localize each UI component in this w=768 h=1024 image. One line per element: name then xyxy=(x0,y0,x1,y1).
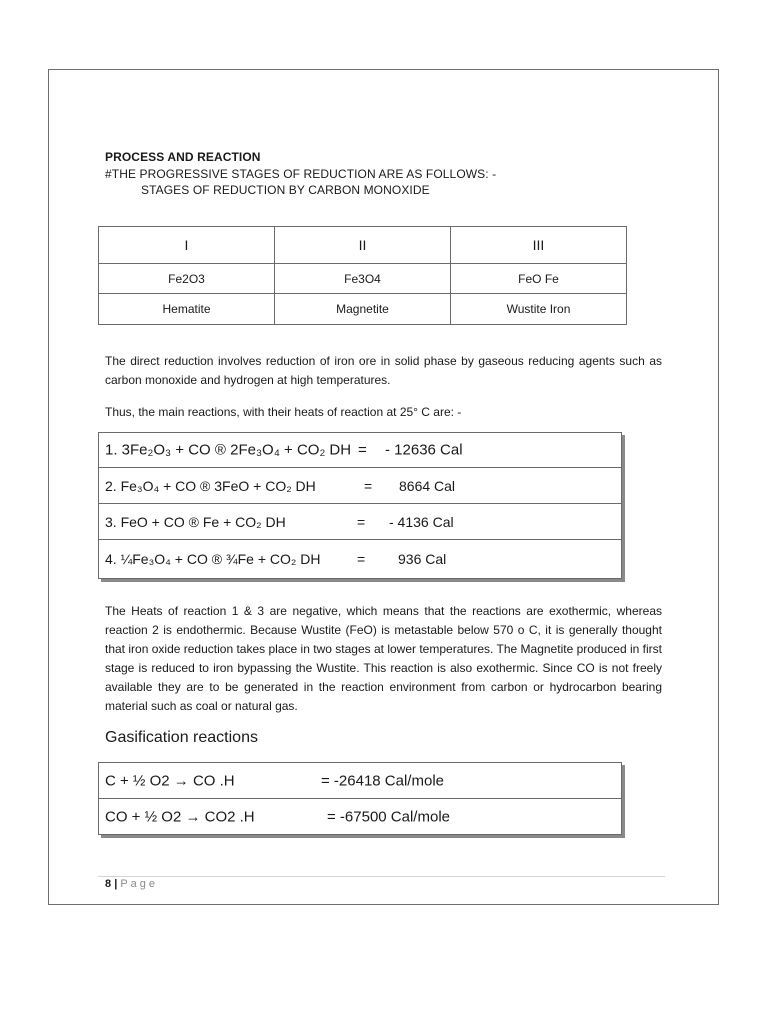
table-row xyxy=(99,264,627,294)
reaction-row xyxy=(99,433,621,468)
reaction-heat: 8664 Cal xyxy=(399,477,456,494)
paragraph-heats-of-reaction: The Heats of reaction 1 & 3 are negative, which means that the reactions are exothermic, whereas reaction 2 is endothermic. Because Wustite (FeO) is metastable below 570 o C, it is generally thought that iron oxide reduction takes place in two stages at lower temperatures. The Magnetite produced in first stage is reduced to iron bypassing the Wustite. This reaction is also exothermic. Since CO is not freely available they are to be generated in the reaction environment from carbon or hydrocarbon bearing material such as coal or natural gas. xyxy=(105,604,662,713)
equals-sign: = xyxy=(357,513,366,530)
stage-name: Hematite xyxy=(99,294,275,325)
footer-divider xyxy=(98,876,665,877)
gasification-table xyxy=(98,762,622,835)
section-subtitle: #THE PROGRESSIVE STAGES OF REDUCTION ARE AS FOLLOWS: - xyxy=(105,167,497,181)
reaction-heat: 936 Cal xyxy=(398,551,447,567)
gasification-heat: = -26418 Cal/mole xyxy=(321,772,444,789)
table-row xyxy=(99,294,627,325)
gasification-row xyxy=(99,763,621,799)
page-number: 8 xyxy=(105,878,112,890)
footer-separator: | xyxy=(114,878,118,890)
reaction-equation: 2. Fe₃O₄ + CO ® 3FeO + CO₂ DH xyxy=(105,477,316,494)
paragraph-main-reactions: Thus, the main reactions, with their heats of reaction at 25° C are: - xyxy=(105,405,462,419)
page-footer xyxy=(105,878,158,890)
stage-name: Wustite Iron xyxy=(451,294,627,325)
equals-sign: = xyxy=(358,441,367,459)
stage-formula: Fe3O4 xyxy=(275,264,451,294)
gasification-equation: CO + ½ O2 → CO2 .H xyxy=(105,808,255,825)
reaction-equation: 4. ¼Fe₃O₄ + CO ® ¾Fe + CO₂ DH xyxy=(105,551,321,567)
gasification-heat: = -67500 Cal/mole xyxy=(327,808,450,825)
stage-header: II xyxy=(275,227,451,264)
section-subheading: STAGES OF REDUCTION BY CARBON MONOXIDE xyxy=(141,183,430,197)
table-row xyxy=(99,227,627,264)
reduction-stages-table xyxy=(98,226,627,325)
stage-header: I xyxy=(99,227,275,264)
gasification-title: Gasification reactions xyxy=(105,729,258,746)
reaction-equation: 3. FeO + CO ® Fe + CO₂ DH xyxy=(105,513,286,530)
stage-formula: FeO Fe xyxy=(451,264,627,294)
gasification-equation: C + ½ O2 → CO .H xyxy=(105,772,235,789)
page-label: Page xyxy=(120,878,159,890)
stage-header: III xyxy=(451,227,627,264)
reactions-table xyxy=(98,432,622,579)
stage-formula: Fe2O3 xyxy=(99,264,275,294)
gasification-row xyxy=(99,799,621,834)
equals-sign: = xyxy=(364,477,373,494)
reaction-heat: - 4136 Cal xyxy=(389,513,454,530)
stage-name: Magnetite xyxy=(275,294,451,325)
equals-sign: = xyxy=(357,551,366,567)
reaction-heat: - 12636 Cal xyxy=(385,441,463,459)
reaction-row xyxy=(99,468,621,504)
reaction-equation: 1. 3Fe₂O₃ + CO ® 2Fe₃O₄ + CO₂ DH xyxy=(105,441,352,459)
section-title: PROCESS AND REACTION xyxy=(105,150,261,164)
reaction-row xyxy=(99,540,621,578)
reaction-row xyxy=(99,504,621,540)
paragraph-direct-reduction: The direct reduction involves reduction of iron ore in solid phase by gaseous reducing agents such as carbon monoxide and hydrogen at high temperatures. xyxy=(105,354,662,387)
